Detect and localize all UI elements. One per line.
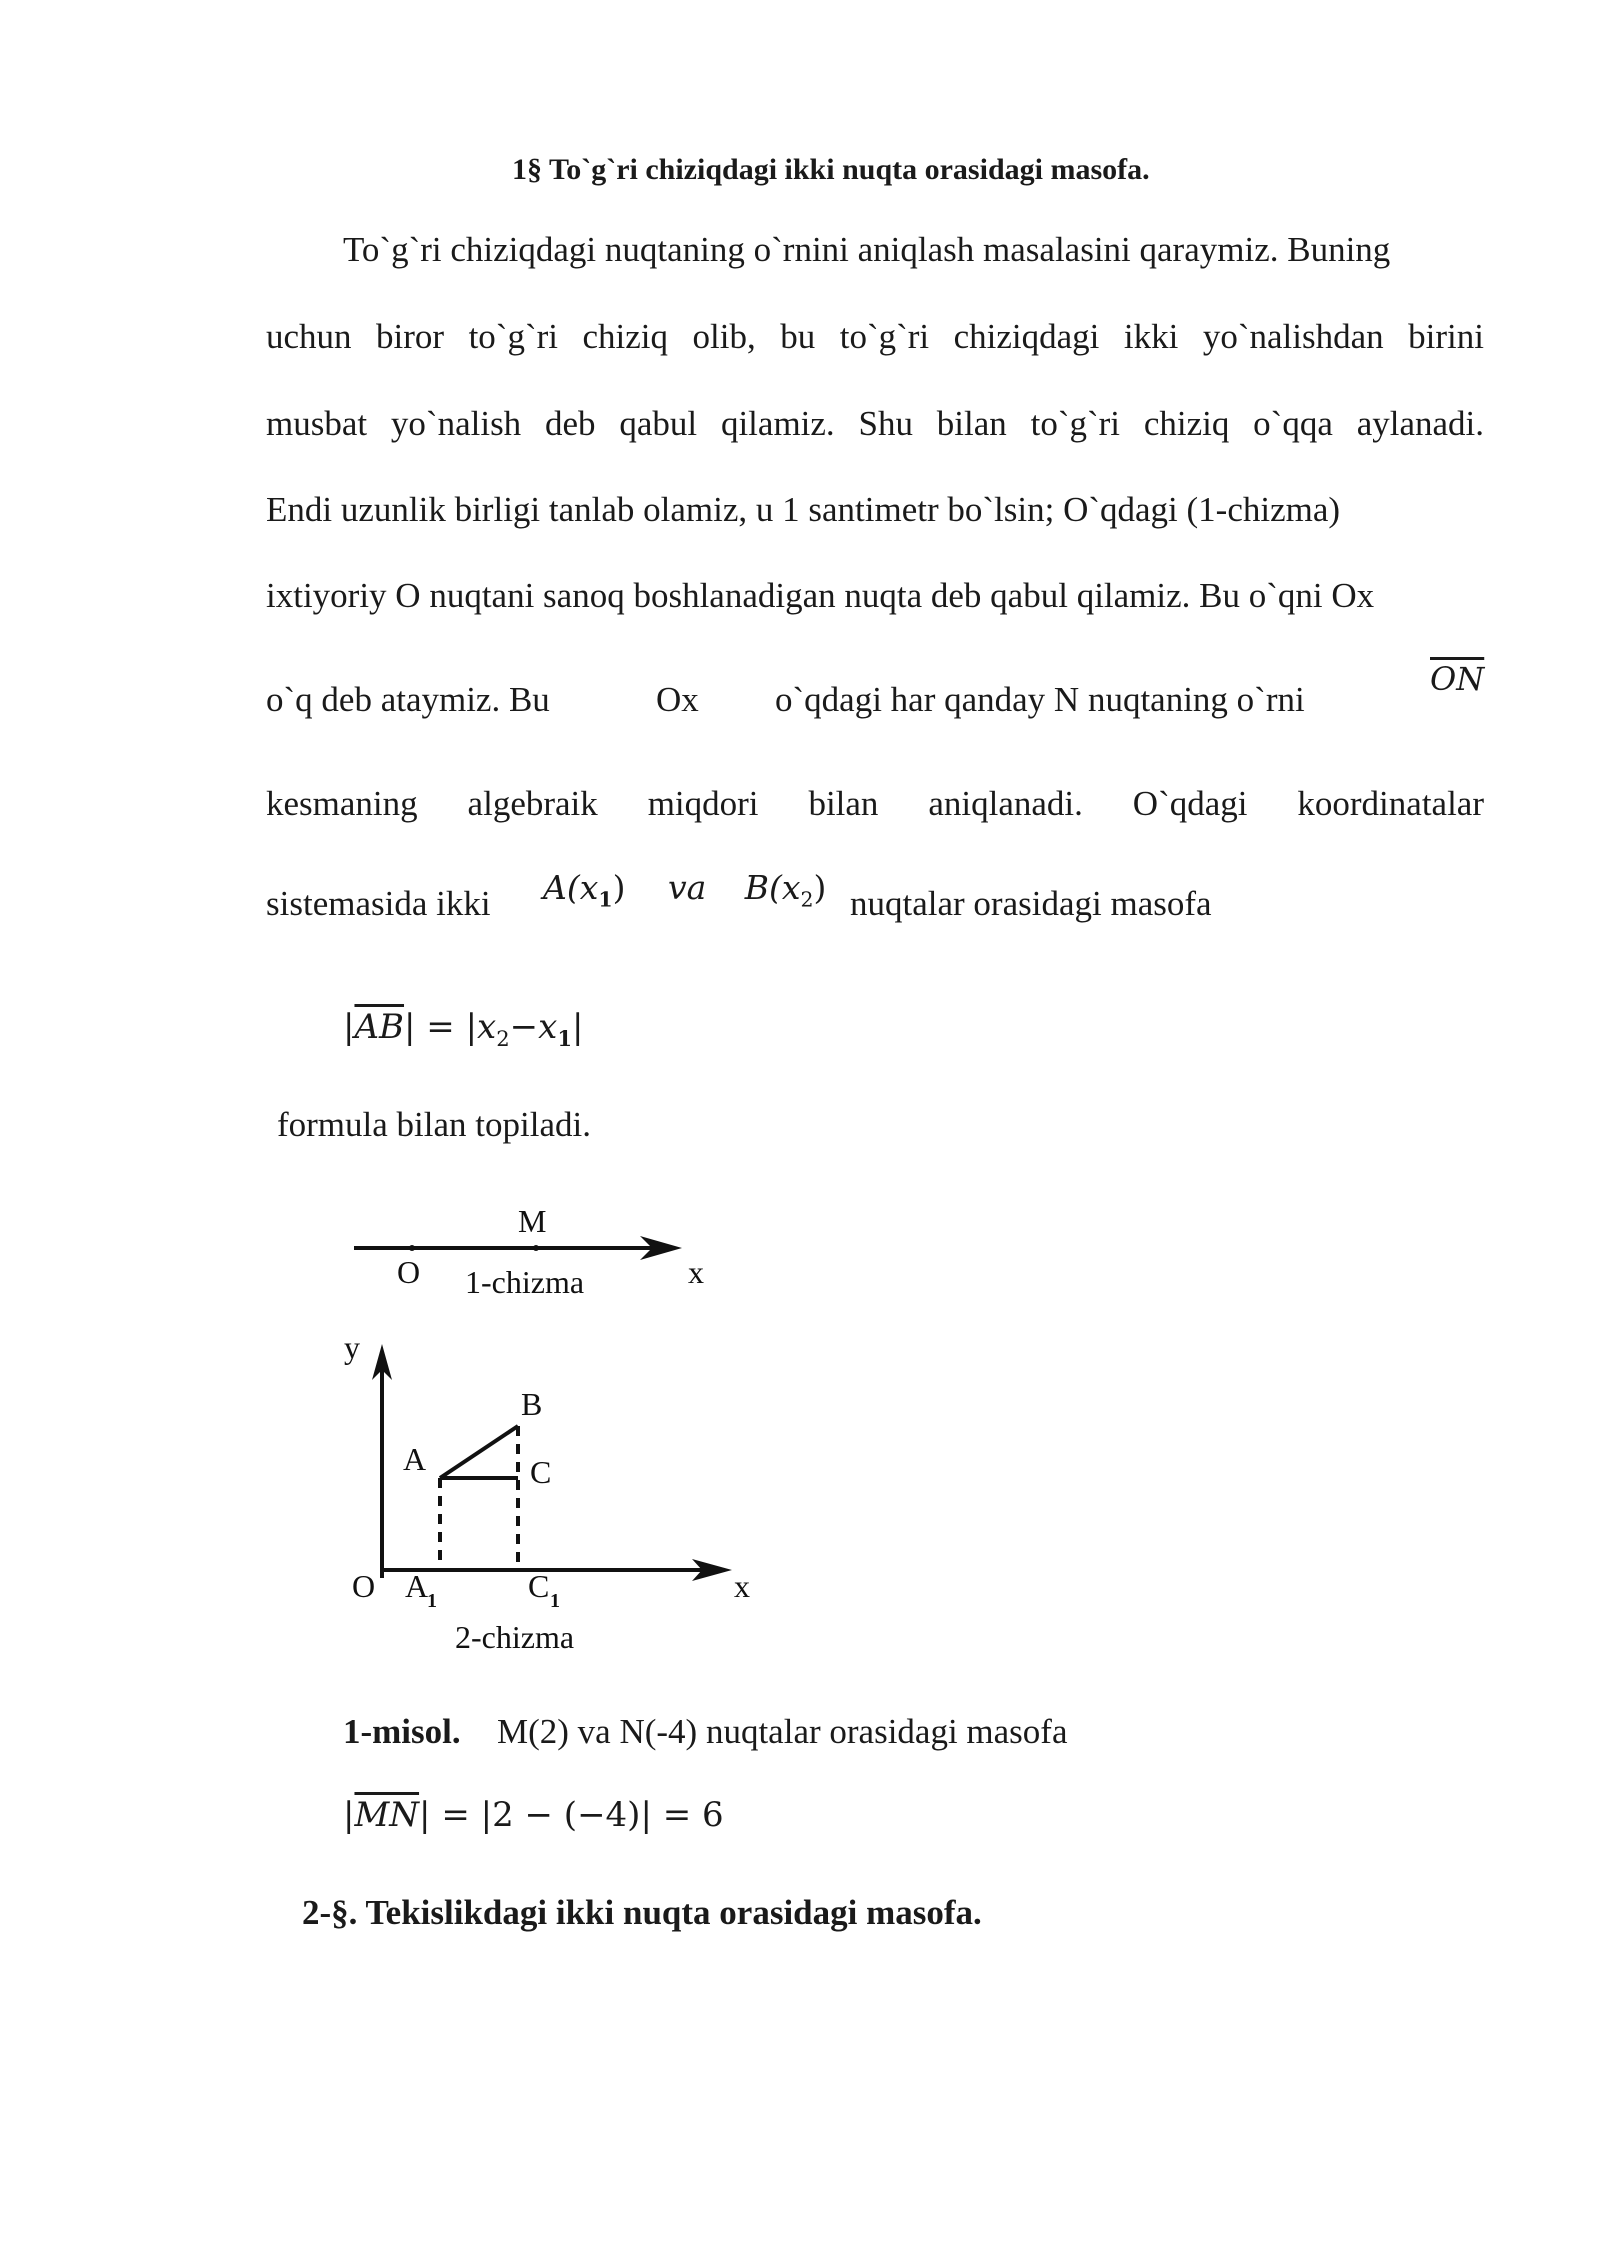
figure-2-caption: 2-chizma	[455, 1619, 575, 1655]
figure-1-point-o	[409, 1245, 415, 1251]
figure-2-label-o: O	[352, 1568, 376, 1604]
section-2-title: 2-§. Tekislikdagi ikki nuqta orasidagi masofa.	[302, 1893, 982, 1932]
figure-1-number-line	[340, 1190, 740, 1310]
figure-2-label-c: C	[530, 1454, 552, 1490]
paragraph-line-3-text: musbat yo`nalish deb qabul qilamiz. Shu bilan to`g`ri chiziq o`qqa aylanadi.	[266, 404, 1484, 443]
formula-caption: formula bilan topiladi.	[277, 1105, 591, 1144]
figure-2-label-a: A	[403, 1441, 427, 1477]
paragraph-line-2	[266, 317, 1484, 357]
figure-2-label-y: y	[344, 1330, 360, 1365]
figure-1-label-m: M	[518, 1203, 547, 1239]
point-a-expr: A(x	[543, 868, 599, 907]
figure-1-label-o: O	[397, 1254, 421, 1290]
example-1-label: 1-misol.	[343, 1712, 461, 1751]
example-1-rhs: = |2 − (−4)| = 6	[441, 1795, 724, 1835]
paragraph-line-1: To`g`ri chiziqdagi nuqtaning o`rnini aniqlash masalasini qaraymiz. Buning	[343, 230, 1391, 269]
paragraph-line-6-start: o`q deb ataymiz. Bu	[266, 680, 550, 719]
point-a-sub: 1	[598, 887, 613, 912]
figure-2-label-c1-sub: 1	[550, 1590, 560, 1612]
example-1-mn: $\overline{MN}$	[354, 1795, 420, 1835]
paragraph-line-8-end: nuqtalar orasidagi masofa	[850, 884, 1212, 923]
paragraph-line-8-start: sistemasida ikki	[266, 884, 491, 923]
formula-ab: $\overline{AB}$	[354, 1007, 405, 1047]
figure-2-label-a1: A	[405, 1568, 429, 1604]
paragraph-line-7	[266, 784, 1484, 824]
figure-2-label-a1-sub: 1	[427, 1590, 437, 1612]
figure-1-point-m	[533, 1245, 539, 1251]
formula-x2-sub: 2	[496, 1025, 510, 1051]
points-a-b-formula	[543, 868, 826, 912]
paragraph-line-2-text: uchun biror to`g`ri chiziq olib, bu to`g`ri chiziqdagi ikki yo`nalishdan birini	[266, 317, 1484, 356]
figure-2-coordinate-plane	[340, 1330, 760, 1660]
figure-2-label-c1: C	[528, 1568, 550, 1604]
section-title: 1§ To`g`ri chiziqdagi ikki nuqta orasidagi masofa.	[512, 153, 1150, 186]
figure-1-caption: 1-chizma	[465, 1264, 585, 1300]
point-b-expr: B(x	[744, 868, 801, 907]
va-word: va	[667, 868, 707, 907]
formula-x1-sub: 1	[557, 1025, 572, 1051]
paragraph-line-7-text: kesmaning algebraik miqdori bilan aniqlanadi. O`qdagi koordinatalar	[266, 784, 1484, 823]
paragraph-line-4: Endi uzunlik birligi tanlab olamiz, u 1 santimetr bo`lsin; O`qdagi (1-chizma)	[266, 490, 1341, 529]
formula-x1: x	[538, 1007, 558, 1047]
figure-2-label-b: B	[521, 1386, 543, 1422]
segment-on-symbol: $\overline{ON}$	[1430, 660, 1485, 698]
point-b-close: )	[813, 868, 827, 907]
segment-ab	[440, 1426, 518, 1478]
distance-formula: $|\overline{AB}| = |x_2-x_1|$	[343, 1007, 584, 1051]
point-b-sub: 2	[800, 887, 814, 912]
paragraph-line-6-ox: Ox	[656, 680, 699, 719]
paragraph-line-3	[266, 404, 1484, 444]
paragraph-line-5: ixtiyoriy O nuqtani sanoq boshlanadigan nuqta deb qabul qilamiz. Bu o`qni Ox	[266, 576, 1375, 615]
example-1-text: M(2) va N(-4) nuqtalar orasidagi masofa	[497, 1712, 1068, 1751]
paragraph-line-6-end: o`qdagi har qanday N nuqtaning o`rni	[775, 680, 1305, 719]
figure-2-label-x: x	[734, 1568, 750, 1604]
example-1-formula: $|\overline{MN}| = |2 - (-4)| = 6$	[343, 1795, 724, 1835]
figure-1-label-x: x	[688, 1254, 704, 1290]
point-a-close: )	[612, 868, 626, 907]
formula-x2: x	[477, 1007, 497, 1047]
